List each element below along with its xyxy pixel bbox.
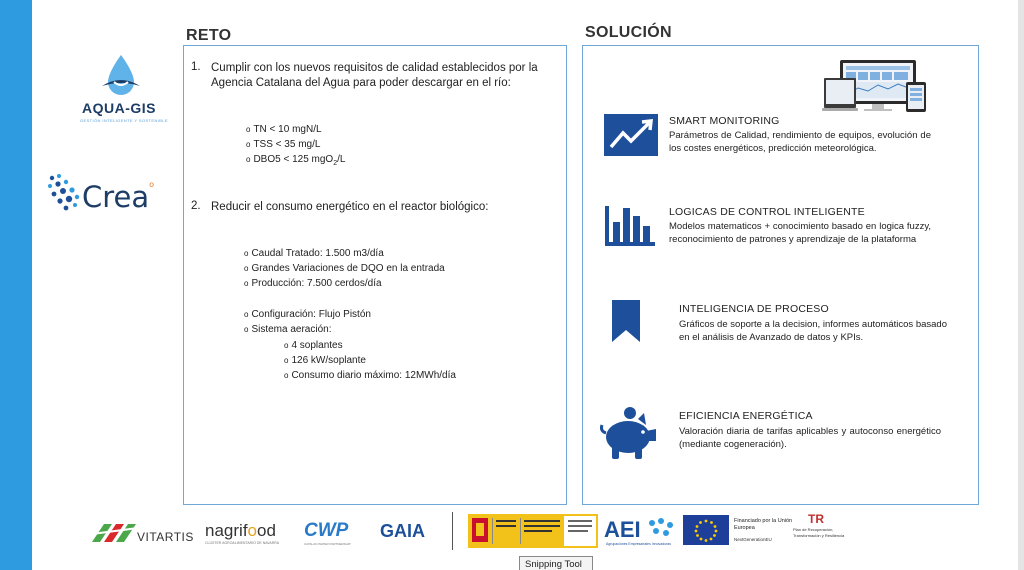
nagrifood-subtitle: CLÚSTER AGROALIMENTARIO DE NAVARRA: [205, 541, 280, 545]
solucion-body-3: Gráficos de soporte a la decision, informes automáticos basado en el análisis de Avanzado de datos y KPIs.: [679, 319, 947, 343]
reto-item1-number: 1.: [191, 61, 201, 73]
aei-logo: AEI: [604, 517, 641, 542]
piggy-bank-icon: [598, 405, 660, 461]
reto-item2-bullet: o Grandes Variaciones de DQO en la entrada: [244, 263, 445, 274]
snipping-tool-taskbar-button[interactable]: Snipping Tool: [519, 556, 593, 570]
solucion-body-4: Valoración diaria de tarifas aplicables y autoconso energético (mediante cogeneración).: [679, 426, 941, 450]
devices-illustration: [822, 58, 930, 114]
reto-item2-number: 2.: [191, 200, 201, 212]
reto-item1-bullet: o TN < 10 mgN/L: [246, 124, 322, 135]
solucion-title: SOLUCIÓN: [585, 24, 672, 41]
aeration-bullet: o Consumo diario máximo: 12MWh/día: [284, 370, 456, 381]
trend-chart-icon: [604, 114, 658, 156]
eu-nextgen-text: NextGenerationEU: [734, 537, 772, 542]
water-drop-icon: [96, 52, 146, 102]
prtr-text: Plan de Recuperación, Transformación y Resiliencia: [793, 527, 845, 538]
eu-flag-icon: [683, 515, 729, 545]
reto-item2-bullet: o Sistema aeración:: [244, 324, 332, 335]
sponsor-separator: [452, 512, 453, 550]
bar-chart-icon: [603, 204, 657, 248]
aeration-bullet: o 4 soplantes: [284, 340, 343, 351]
aquagis-logo: [68, 52, 178, 127]
reto-item2-bullet: o Configuración: Flujo Pistón: [244, 309, 371, 320]
vitartis-name: VITARTIS: [137, 530, 194, 544]
crea-logo: [46, 168, 166, 218]
solucion-heading-1: SMART MONITORING: [669, 115, 780, 127]
reto-item2-bullet: o Producción: 7.500 cerdos/día: [244, 278, 382, 289]
reto-item2-bullet: o Caudal Tratado: 1.500 m3/día: [244, 248, 384, 259]
dots-icon: [46, 172, 86, 212]
solucion-heading-3: INTELIGENCIA DE PROCESO: [679, 303, 829, 315]
solucion-body-2: Modelos matematicos + conocimiento basado en logica fuzzy, reconocimiento de patrones y aprendizaje de la plataforma: [669, 221, 931, 245]
aei-subtitle: Agrupaciones Empresariales Innovadoras: [606, 542, 671, 546]
gobierno-espana-logo: [468, 514, 598, 548]
aei-cluster-mark: [646, 517, 676, 539]
bookmark-icon: [610, 300, 642, 342]
solucion-body-1: Parámetros de Calidad, rendimiento de equipos, evolución de los costes energéticos, predicción meteorológica.: [669, 130, 931, 154]
reto-item1-bullet: o TSS < 35 mg/L: [246, 139, 321, 150]
window-right-edge: [1018, 0, 1024, 570]
reto-item2-text: Reducir el consumo energético en el reactor biológico:: [211, 201, 489, 213]
nagrifood-logo: nagrifood: [205, 521, 276, 540]
gaia-logo: GAIA: [380, 521, 425, 541]
left-accent-strip: [0, 0, 32, 570]
eu-funding-text: Financiado por la Unión Europea: [734, 518, 793, 531]
solucion-heading-2: LOGICAS DE CONTROL INTELIGENTE: [669, 206, 865, 218]
prtr-logo-mark: TR: [808, 512, 824, 526]
reto-item1-text: Cumplir con los nuevos requisitos de calidad establecidos por la Agencia Catalana del Agua para poder descargar en el río:: [211, 62, 538, 89]
cwp-logo: CWP: [304, 520, 349, 541]
aquagis-tagline: GESTIÓN INTELIGENTE Y SOSTENIBLE: [80, 118, 169, 123]
crea-name: Crea$^o$: [82, 180, 155, 214]
reto-item1-bullet: o DBO5 < 125 mgO$_2$/L: [246, 154, 346, 167]
solucion-heading-4: EFICIENCIA ENERGÉTICA: [679, 410, 813, 422]
aquagis-name: AQUA-GIS: [82, 100, 156, 116]
aeration-bullet: o 126 kW/soplante: [284, 355, 366, 366]
reto-title: RETO: [186, 27, 232, 44]
vitartis-logo-mark: [90, 516, 140, 546]
cwp-subtitle: CATALAN WATER PARTNERSHIP: [304, 542, 351, 546]
